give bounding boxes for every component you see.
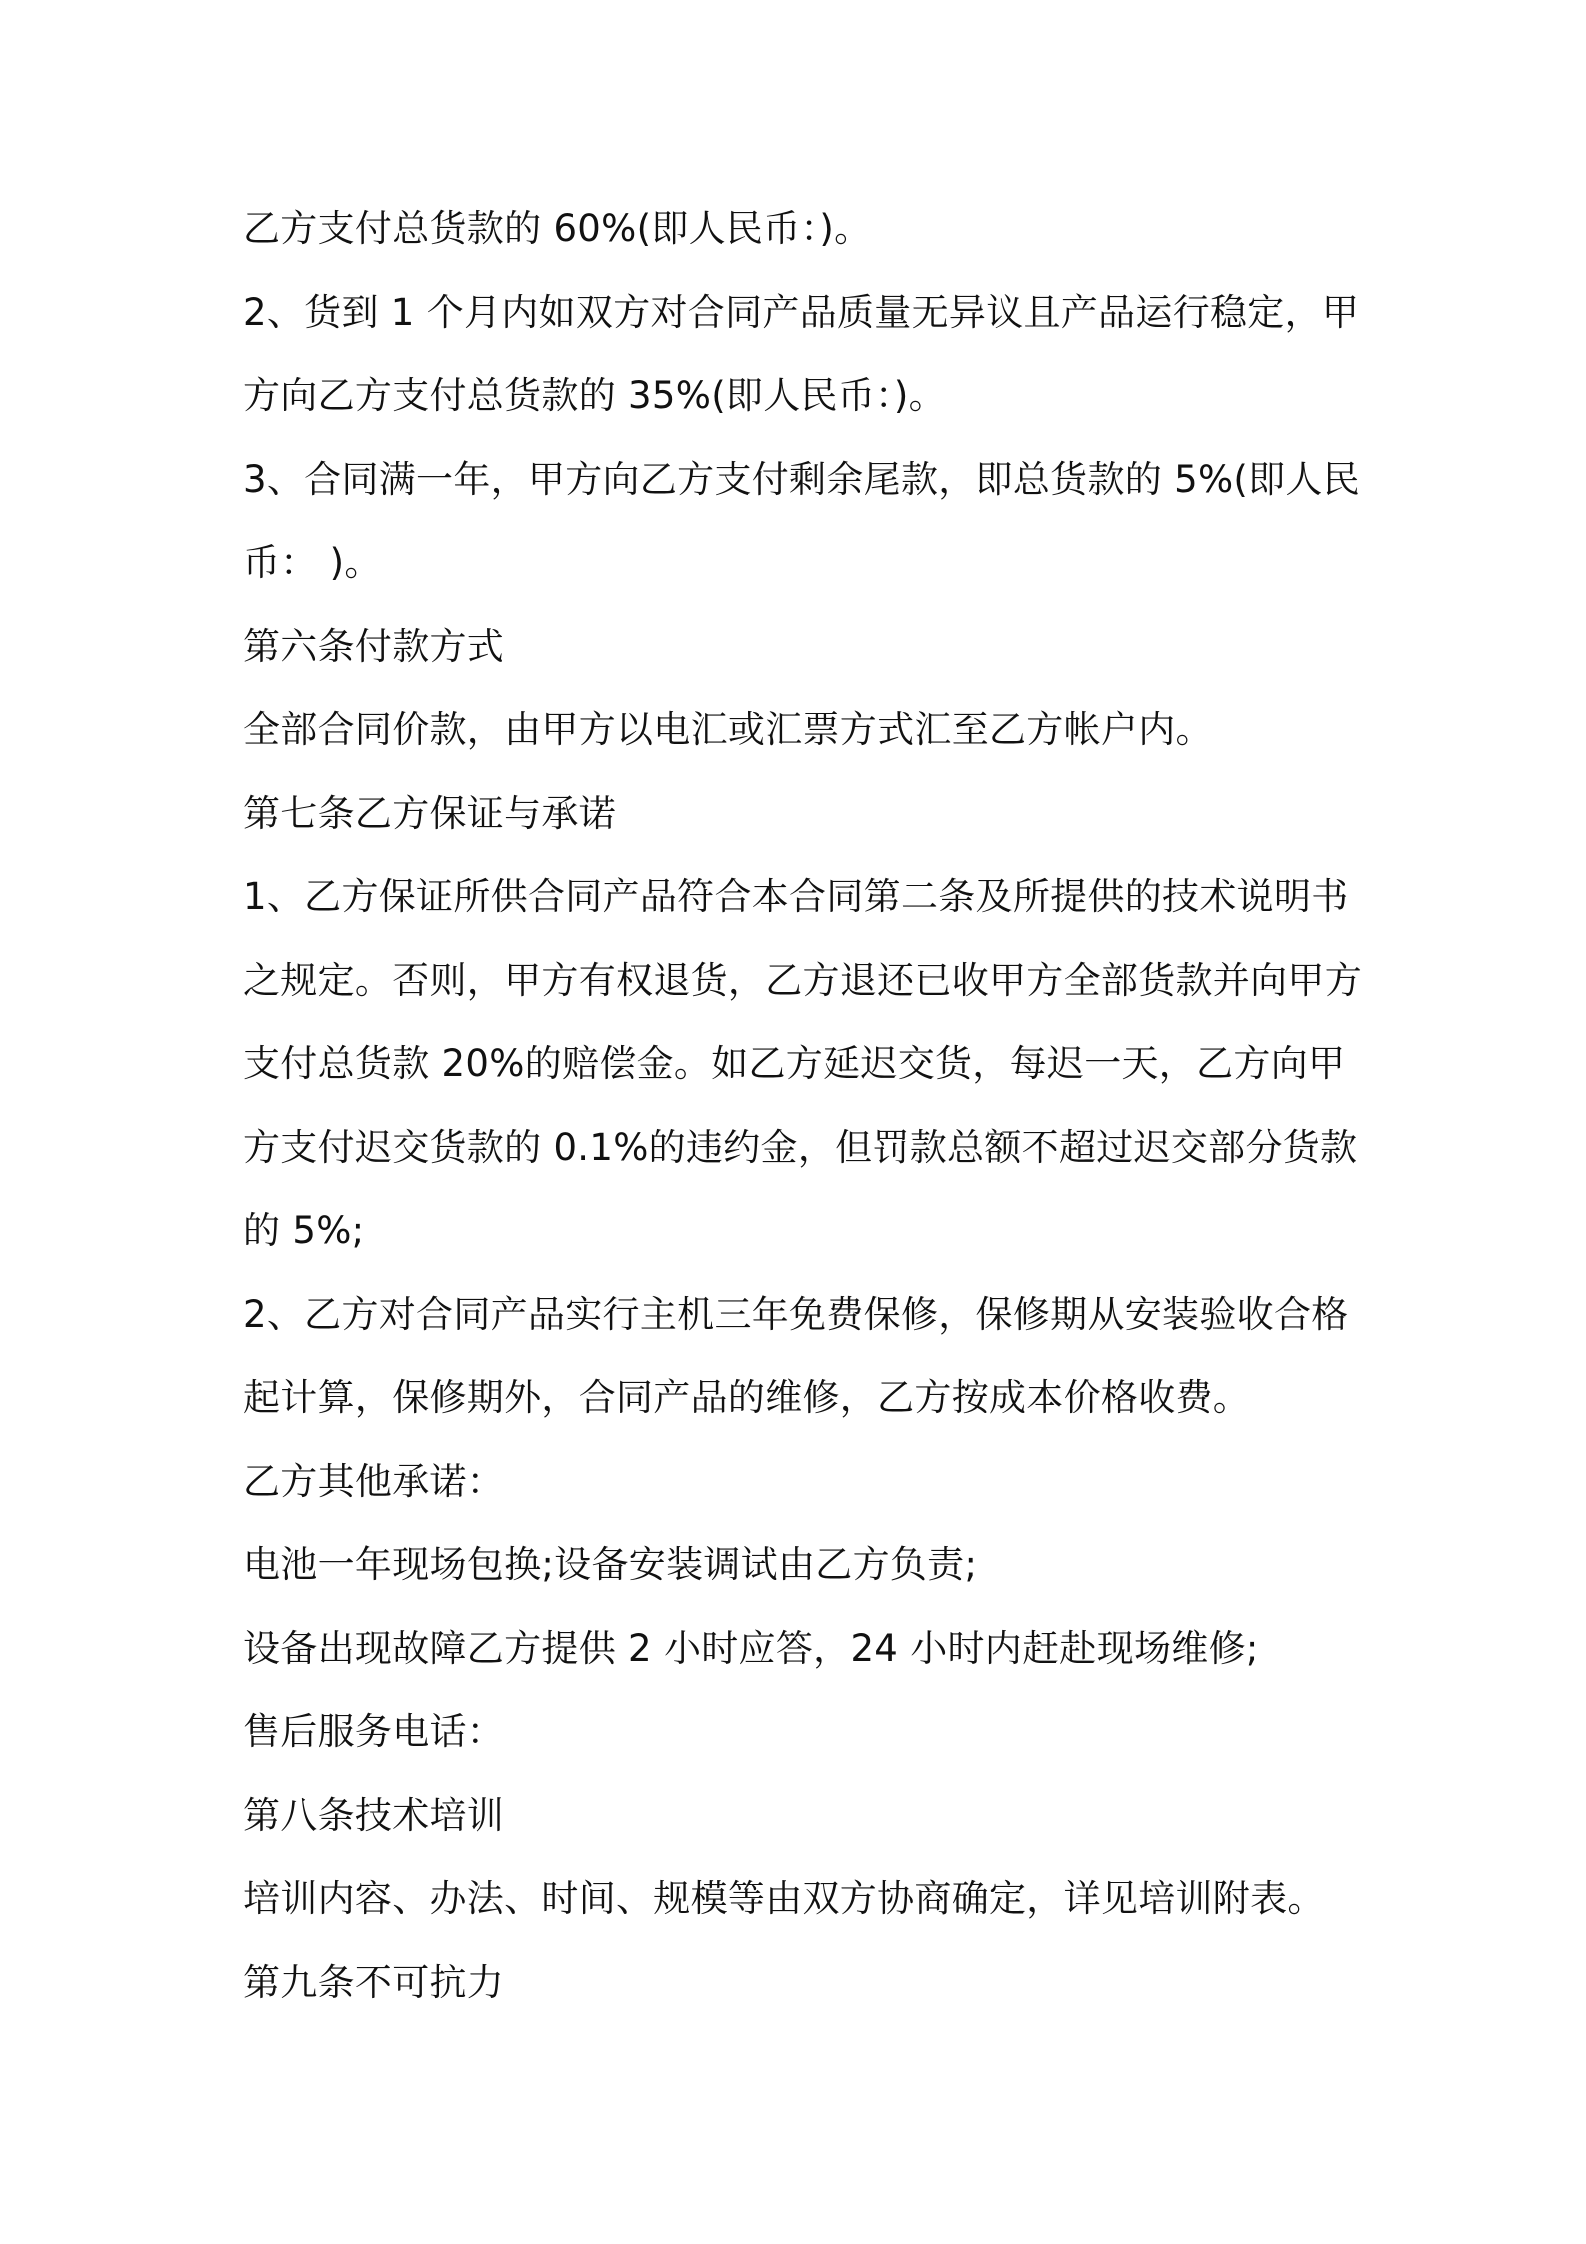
text-line: 售后服务电话：: [243, 1710, 505, 1753]
section-heading: 第八条技术培训: [243, 1794, 505, 1837]
text-line: 乙方支付总货款的 60%(即人民币：)。: [243, 207, 872, 250]
section-heading: 第七条乙方保证与承诺: [243, 792, 616, 835]
text-line: 培训内容、办法、时间、规模等由双方协商确定，详见培训附表。: [243, 1877, 1325, 1920]
text-line: 支付总货款 20%的赔偿金。如乙方延迟交货，每迟一天，乙方向甲: [243, 1042, 1346, 1085]
text-line: 方向乙方支付总货款的 35%(即人民币：)。: [243, 374, 946, 417]
text-line: 的 5%;: [243, 1209, 365, 1252]
text-line: 设备出现故障乙方提供 2 小时应答，24 小时内赶赴现场维修;: [243, 1627, 1259, 1670]
text-line: 1、乙方保证所供合同产品符合本合同第二条及所提供的技术说明书: [243, 875, 1349, 918]
text-line: 2、货到 1 个月内如双方对合同产品质量无异议且产品运行稳定，甲: [243, 291, 1360, 334]
text-line: 起计算，保修期外，合同产品的维修，乙方按成本价格收费。: [243, 1376, 1251, 1419]
section-heading: 第六条付款方式: [243, 625, 505, 668]
text-line: 乙方其他承诺：: [243, 1460, 505, 1503]
text-line: 币： )。: [243, 541, 382, 584]
text-line: 方支付迟交货款的 0.1%的违约金，但罚款总额不超过迟交部分货款: [243, 1126, 1358, 1169]
text-line: 全部合同价款，由甲方以电汇或汇票方式汇至乙方帐户内。: [243, 708, 1213, 751]
text-line: 之规定。否则，甲方有权退货，乙方退还已收甲方全部货款并向甲方: [243, 959, 1362, 1002]
text-line: 电池一年现场包换;设备安装调试由乙方负责;: [243, 1543, 978, 1586]
text-line: 3、合同满一年，甲方向乙方支付剩余尾款，即总货款的 5%(即人民: [243, 458, 1361, 501]
section-heading: 第九条不可抗力: [243, 1961, 505, 2004]
text-line: 2、乙方对合同产品实行主机三年免费保修，保修期从安装验收合格: [243, 1293, 1349, 1336]
